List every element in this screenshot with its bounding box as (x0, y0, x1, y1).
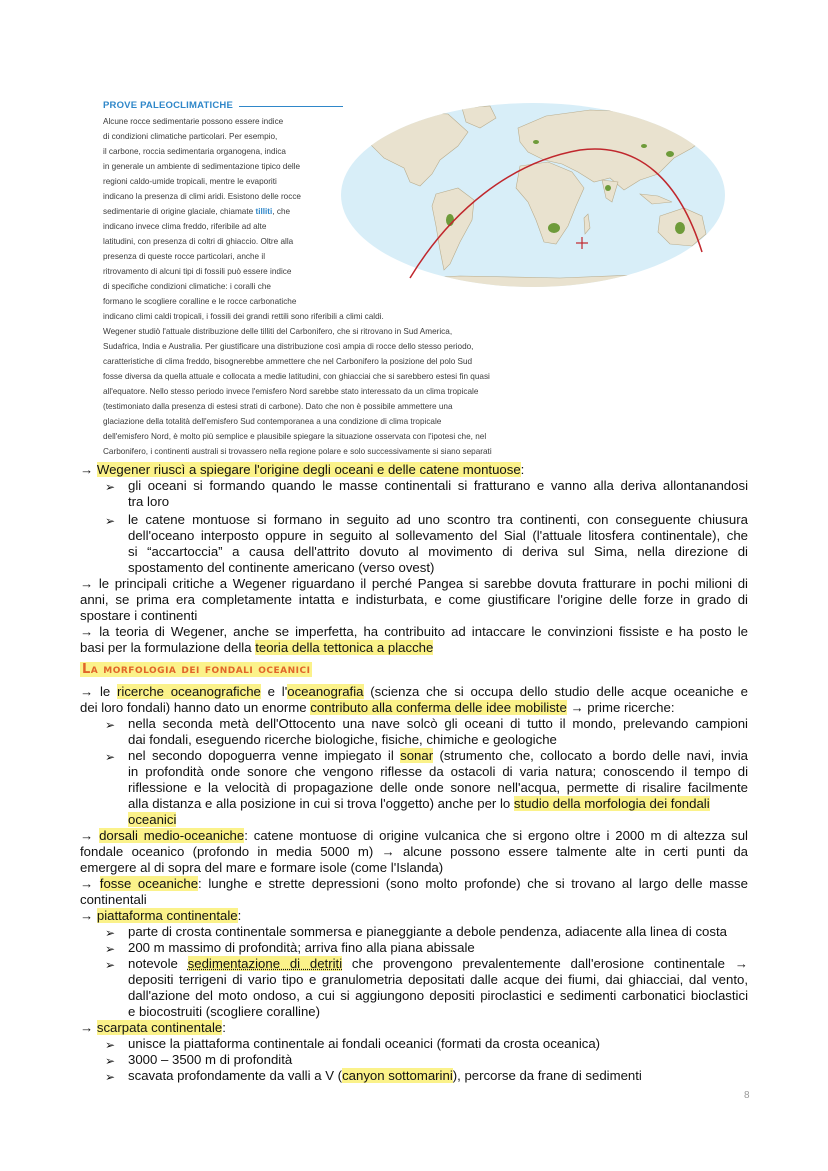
paragraph-line (80, 876, 748, 892)
bullet-line: in profondità onde sonore che vengono riflesse da ostacoli di varia natura; conoscendo il tempo di (128, 764, 748, 779)
bullet-arrow-icon: ➢ (105, 480, 116, 494)
highlighted-text: sonar (400, 748, 434, 763)
figure-text-line: all'equatore. Nello stesso periodo invece l'emisfero Nord sarebbe stato interessato da un clima tropicale (103, 387, 479, 396)
figure-text-part: , che (272, 207, 291, 216)
text-part: → (80, 876, 100, 891)
bullet-arrow-icon: ➢ (105, 718, 116, 732)
paragraph-line (80, 828, 748, 844)
text-part: notevole (128, 956, 188, 971)
bullet-line: dai fondali, eseguendo ricerche biologiche, fisiche, chimiche e geologiche (128, 732, 557, 747)
bullet-line: e biocostruiti (scogliere coralline) (128, 1004, 321, 1019)
bullet-arrow-icon: ➢ (105, 514, 116, 528)
figure-text-line: Wegener studiò l'attuale distribuzione delle tilliti del Carbonifero, che si ritrovano in Sud America, (103, 327, 453, 336)
text-part: : catene montuose di origine vulcanica che si ergono oltre i 2000 m di altezza sul (244, 828, 748, 843)
highlighted-text: oceanografia (287, 684, 364, 699)
bullet-line: 3000 – 3500 m di profondità (128, 1052, 293, 1067)
bullet-arrow-icon: ➢ (105, 926, 116, 940)
figure-text-line: di condizioni climatiche particolari. Per esempio, (103, 132, 278, 141)
figure-text-line: dell'emisfero Nord, è molto più semplice e plausibile spiegare la situazione osservata con l'ipotesi che, nel (103, 432, 487, 441)
bullet-arrow-icon: ➢ (105, 750, 116, 764)
bullet-line: le catene montuose si formano in seguito ad uno scontro tra continenti, con conseguente chiusura (128, 512, 748, 527)
text-part: nel secondo dopoguerra venne impiegato il (128, 748, 401, 763)
bullet-line: spostamento del continente americano (verso ovest) (128, 560, 435, 575)
text-part: scavata profondamente da valli a V ( (128, 1068, 343, 1083)
paragraph-line: emergere al di sopra del mare e formare isole (come l'Islanda) (80, 860, 444, 875)
text-part: : (237, 908, 242, 923)
bullet-line: 200 m massimo di profondità; arriva fino alla piana abissale (128, 940, 475, 955)
paragraph-line (80, 1020, 226, 1036)
bullet-line: si “accartoccia” a causa dell'attrito dovuto al movimento di deriva sul Sima, nella direzione di (128, 544, 748, 559)
text-part: e l' (260, 684, 288, 699)
figure-text-line: indicano invece clima freddo, riferibile ad alte (103, 222, 267, 231)
arrow: → (80, 462, 97, 477)
highlighted-text: Wegener riuscì a spiegare l'origine degli oceani e delle catene montuose (96, 462, 521, 477)
bullet-line: dell'oceano interposto oppure in seguito al sollevamento del Sial (l'attuale litosfera continentale), che (128, 528, 748, 543)
figure-text-line: in generale un ambiente di sedimentazione tipico delle (103, 162, 301, 171)
highlighted-text: fosse oceaniche (99, 876, 199, 891)
bullet-arrow-icon: ➢ (105, 958, 116, 972)
figure-text-line: glaciazione della totalità dell'emisfero Sud contemporanea a una condizione di clima tropicale (103, 417, 442, 426)
bullet-line: gli oceani si formando quando le masse continentali si fratturano e vanno alla deriva allontanandosi (128, 478, 748, 493)
text-part: ), percorse da frane di sedimenti (452, 1068, 642, 1083)
figure-text-line: indicano la presenza di climi aridi. Esistono delle rocce (103, 192, 301, 201)
bullet-line: dall'azione del moto ondoso, a cui si aggiungono depositi piroclastici e sedimenti carbonatici bioclastici (128, 988, 748, 1003)
figure-text-line: indicano climi caldi tropicali, i fossili dei grandi rettili sono riferibili a climi caldi. (103, 312, 384, 321)
bullet-line: parte di crosta continentale sommersa e pianeggiante a debole pendenza, adiacente alla linea di costa (128, 924, 727, 939)
paragraph-line (80, 684, 748, 700)
section-title: La morfologia dei fondali oceanici (82, 662, 311, 677)
figure-text-line: fosse diversa da quella attuale e collocata a medie latitudini, con ghiacciai che si sarebbero estesi fin quasi (103, 372, 490, 381)
text-part: che provengono prevalentemente dall'erosione continentale → (342, 956, 748, 971)
text-part: (strumento che, collocato a bordo delle navi, invia (433, 748, 749, 763)
bullet-arrow-icon: ➢ (105, 1070, 116, 1084)
highlighted-text: teoria della tettonica a placche (255, 640, 434, 655)
bullet-line: depositi terrigeni di vario tipo e granulometria depositati dalle acque dei fiumi, dai ghiacciai, dal vento, (128, 972, 748, 987)
text-part: → (80, 828, 100, 843)
figure-text-line: Sudafrica, India e Australia. Per giustificare una distribuzione così ampia di rocce dello stesso periodo, (103, 342, 474, 351)
bullet-arrow-icon: ➢ (105, 1038, 116, 1052)
text-part: : (222, 1020, 226, 1035)
figure-text-line: Carbonifero, i continenti australi si trovassero nella regione polare e solo successivamente si siano separati (103, 447, 492, 456)
highlighted-text: contributo alla conferma delle idee mobiliste (310, 700, 567, 715)
text-part: → (80, 908, 97, 923)
bullet-arrow-icon: ➢ (105, 1054, 116, 1068)
bullet-arrow-icon: ➢ (105, 942, 116, 956)
page-number: 8 (744, 1090, 750, 1101)
highlighted-text: studio della morfologia dei fondali (513, 796, 710, 811)
figure-text-line: presenza di queste rocce particolari, anche il (103, 252, 266, 261)
text-part: alla distanza e alla posizione in cui si trova l'oggetto) anche per lo (128, 796, 514, 811)
highlighted-text: piattaforma continentale (96, 908, 238, 923)
figure-text-line: caratteristiche di clima freddo, bisognerebbe ammettere che nel Carbonifero la posizione del polo Sud (103, 357, 473, 366)
figure-title: PROVE PALEOCLIMATICHE (103, 100, 233, 111)
highlighted-text: ricerche oceanografiche (117, 684, 261, 699)
paragraph-line: anni, se prima era completamente intatta e indisturbata, e come giustificare l'origine delle forze in grado di (80, 592, 748, 607)
bullet-line: tra loro (128, 494, 170, 509)
figure-text-line: regioni caldo-umide tropicali, mentre le evaporiti (103, 177, 277, 186)
text-part: dei loro fondali) hanno dato un enorme (80, 700, 311, 715)
bullet-line (128, 1068, 642, 1084)
paragraph-line (80, 700, 675, 716)
paragraph-line: spostare i continenti (80, 608, 198, 623)
bullet-line (128, 956, 748, 972)
bullet-line: nella seconda metà dell'Ottocento una nave solcò gli oceani di tutto il mondo, prelevando campioni (128, 716, 748, 731)
text-part: → (80, 1020, 97, 1035)
figure-text-line: ritrovamento di alcuni tipi di fossili può essere indice (103, 267, 292, 276)
highlighted-text: canyon sottomarini (342, 1068, 453, 1083)
bullet-line (128, 812, 176, 828)
highlighted-text: dorsali medio-oceaniche (99, 828, 245, 843)
figure-text-part: sedimentarie di origine glaciale, chiamate (103, 207, 256, 216)
text-part: : lunghe e strette depressioni (sono molto profonde) che si trovano al largo delle masse (198, 876, 748, 891)
text-part: → prime ricerche: (566, 700, 675, 715)
bullet-line (128, 748, 748, 764)
figure-text-line: formano le scogliere coralline e le rocce carbonatiche (103, 297, 297, 306)
tilliti-term: tilliti (255, 207, 273, 216)
figure-text-line: (testimoniato dalla presenza di estesi strati di carbone). Dato che non è possibile ammettere una (103, 402, 453, 411)
figure-text-line: Alcune rocce sedimentarie possono essere indice (103, 117, 284, 126)
bullet-line (128, 796, 710, 812)
paragraph-line: → la teoria di Wegener, anche se imperfetta, ha contribuito ad intaccare le convinzioni fissiste e ha posto le (80, 624, 748, 639)
text-part: : (520, 462, 525, 477)
bullet-line: riflessione e la velocità di propagazione delle onde sonore nell'acqua, permette di risalire facilmente (128, 780, 748, 795)
figure-text-line: il carbone, roccia sedimentaria organogena, indica (103, 147, 286, 156)
paragraph-line: fondale oceanico (profondo in media 5000 m) → alcune possono essere talmente alte in certi punti da (80, 844, 748, 859)
text-part: basi per la formulazione della (80, 640, 256, 655)
paragraph-line: continentali (80, 892, 147, 907)
highlighted-text: scarpata continentale (96, 1020, 223, 1035)
figure-text-line: di specifiche condizioni climatiche: i coralli che (103, 282, 271, 291)
paragraph-line (80, 908, 241, 924)
figure-text-line: latitudini, con presenza di coltri di ghiaccio. Oltre alla (103, 237, 294, 246)
paragraph-line: → le principali critiche a Wegener riguardano il perché Pangea si sarebbe dovuta fratturare in pochi milioni di (80, 576, 748, 591)
text-part: (scienza che si occupa dello studio delle acque oceaniche e (363, 684, 749, 699)
text-part: → le (80, 684, 118, 699)
highlighted-text: oceanici (128, 812, 177, 827)
bullet-line: unisce la piattaforma continentale ai fondali oceanici (formati da crosta oceanica) (128, 1036, 601, 1051)
highlighted-text: sedimentazione di detriti (187, 956, 343, 971)
